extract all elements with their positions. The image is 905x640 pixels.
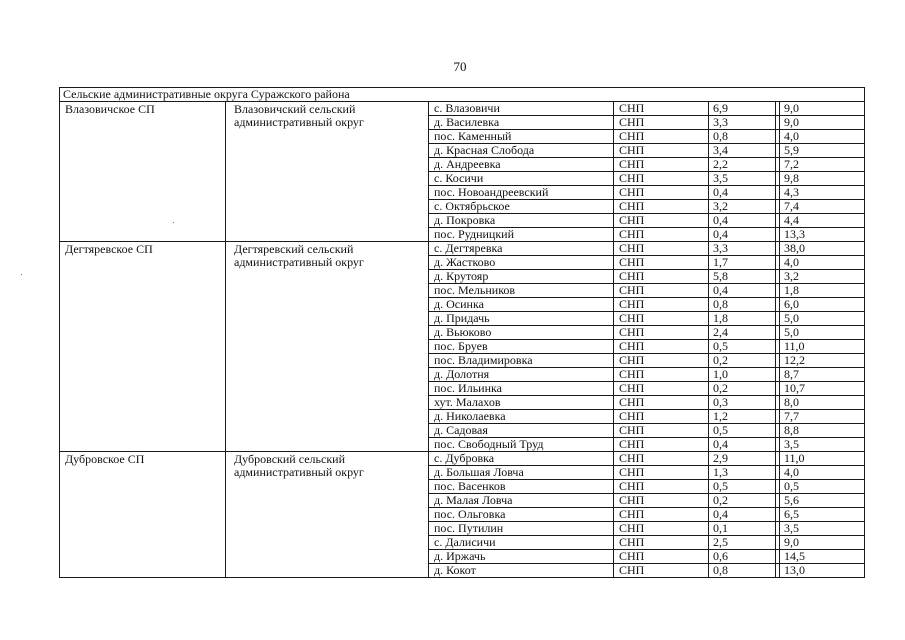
settlement-type: СНП <box>614 564 709 578</box>
settlement-type: СНП <box>614 354 709 368</box>
admin-district-name: Дегтяревский сельский административный округ <box>226 242 429 452</box>
settlement-name: с. Октябрьское <box>429 200 614 214</box>
settlement-distance: 9,0 <box>780 536 865 550</box>
settlement-name: хут. Малахов <box>429 396 614 410</box>
settlement-distance: 9,0 <box>780 116 865 130</box>
settlement-distance: 6,5 <box>780 508 865 522</box>
settlement-name: д. Долотня <box>429 368 614 382</box>
settlement-type: СНП <box>614 452 709 466</box>
settlement-distance: 13,3 <box>780 228 865 242</box>
settlement-name: д. Малая Ловча <box>429 494 614 508</box>
settlement-type: СНП <box>614 424 709 438</box>
admin-district-name: Влазовичский сельский административный округ <box>226 102 429 242</box>
settlement-name: д. Николаевка <box>429 410 614 424</box>
settlement-type: СНП <box>614 284 709 298</box>
settlement-type: СНП <box>614 550 709 564</box>
settlement-area: 0,3 <box>709 396 776 410</box>
settlement-distance: 13,0 <box>780 564 865 578</box>
settlement-name: пос. Владимировка <box>429 354 614 368</box>
settlement-distance: 6,0 <box>780 298 865 312</box>
settlement-type: СНП <box>614 480 709 494</box>
settlement-area: 1,3 <box>709 466 776 480</box>
settlement-distance: 5,6 <box>780 494 865 508</box>
settlement-distance: 12,2 <box>780 354 865 368</box>
settlement-area: 1,2 <box>709 410 776 424</box>
settlement-name: д. Василевка <box>429 116 614 130</box>
settlement-area: 3,5 <box>709 172 776 186</box>
settlement-name: д. Осинка <box>429 298 614 312</box>
settlement-distance: 5,0 <box>780 312 865 326</box>
settlement-area: 3,4 <box>709 144 776 158</box>
settlement-name: пос. Ольговка <box>429 508 614 522</box>
settlement-name: д. Большая Ловча <box>429 466 614 480</box>
settlement-name: пос. Рудницкий <box>429 228 614 242</box>
settlement-area: 0,1 <box>709 522 776 536</box>
settlement-name: пос. Мельников <box>429 284 614 298</box>
settlement-name: с. Дубровка <box>429 452 614 466</box>
settlement-name: д. Красная Слобода <box>429 144 614 158</box>
settlement-name: с. Косичи <box>429 172 614 186</box>
settlement-type: СНП <box>614 522 709 536</box>
district-name: Влазовичское СП <box>60 102 226 242</box>
settlement-area: 0,5 <box>709 340 776 354</box>
settlement-distance: 7,4 <box>780 200 865 214</box>
settlement-name: д. Андреевка <box>429 158 614 172</box>
settlement-area: 2,9 <box>709 452 776 466</box>
settlement-name: д. Кокот <box>429 564 614 578</box>
settlement-type: СНП <box>614 340 709 354</box>
settlement-area: 0,8 <box>709 564 776 578</box>
settlement-type: СНП <box>614 494 709 508</box>
settlement-area: 5,8 <box>709 270 776 284</box>
settlement-area: 0,2 <box>709 382 776 396</box>
settlement-name: пос. Бруев <box>429 340 614 354</box>
settlement-distance: 3,2 <box>780 270 865 284</box>
settlement-type: СНП <box>614 536 709 550</box>
settlement-area: 3,3 <box>709 242 776 256</box>
settlement-name: с. Влазовичи <box>429 102 614 116</box>
settlement-area: 1,8 <box>709 312 776 326</box>
settlement-distance: 5,0 <box>780 326 865 340</box>
settlement-name: д. Жастково <box>429 256 614 270</box>
settlement-name: пос. Новоандреевский <box>429 186 614 200</box>
settlement-area: 0,8 <box>709 298 776 312</box>
settlement-area: 0,4 <box>709 214 776 228</box>
settlement-area: 0,8 <box>709 130 776 144</box>
settlement-distance: 8,7 <box>780 368 865 382</box>
table-row <box>60 242 865 256</box>
settlement-type: СНП <box>614 396 709 410</box>
settlement-distance: 5,9 <box>780 144 865 158</box>
settlement-name: д. Крутояр <box>429 270 614 284</box>
settlement-area: 2,2 <box>709 158 776 172</box>
settlement-type: СНП <box>614 186 709 200</box>
settlement-type: СНП <box>614 270 709 284</box>
settlement-distance: 9,0 <box>780 102 865 116</box>
settlement-area: 0,4 <box>709 438 776 452</box>
settlement-name: д. Придачь <box>429 312 614 326</box>
settlement-area: 6,9 <box>709 102 776 116</box>
settlement-name: с. Далисичи <box>429 536 614 550</box>
settlement-distance: 4,4 <box>780 214 865 228</box>
settlement-distance: 11,0 <box>780 452 865 466</box>
table-row <box>60 452 865 466</box>
settlement-distance: 4,3 <box>780 186 865 200</box>
district-name: Дубровское СП <box>60 452 226 578</box>
settlement-type: СНП <box>614 200 709 214</box>
settlement-type: СНП <box>614 214 709 228</box>
settlement-area: 3,3 <box>709 116 776 130</box>
settlement-type: СНП <box>614 172 709 186</box>
settlement-type: СНП <box>614 508 709 522</box>
settlement-distance: 0,5 <box>780 480 865 494</box>
settlement-distance: 14,5 <box>780 550 865 564</box>
settlement-type: СНП <box>614 158 709 172</box>
settlement-area: 1,7 <box>709 256 776 270</box>
table-row <box>60 102 865 116</box>
caption-row <box>60 88 865 102</box>
scan-speck <box>173 222 174 223</box>
settlement-type: СНП <box>614 256 709 270</box>
settlement-distance: 7,7 <box>780 410 865 424</box>
settlement-distance: 7,2 <box>780 158 865 172</box>
settlement-type: СНП <box>614 312 709 326</box>
settlement-type: СНП <box>614 466 709 480</box>
settlement-name: с. Дегтяревка <box>429 242 614 256</box>
settlement-type: СНП <box>614 144 709 158</box>
settlement-area: 0,5 <box>709 480 776 494</box>
settlement-name: пос. Ильинка <box>429 382 614 396</box>
settlement-name: пос. Каменный <box>429 130 614 144</box>
settlement-type: СНП <box>614 228 709 242</box>
settlement-name: пос. Васенков <box>429 480 614 494</box>
settlement-distance: 4,0 <box>780 130 865 144</box>
settlement-type: СНП <box>614 410 709 424</box>
settlement-distance: 4,0 <box>780 466 865 480</box>
settlement-distance: 11,0 <box>780 340 865 354</box>
settlement-type: СНП <box>614 130 709 144</box>
settlement-type: СНП <box>614 326 709 340</box>
page-number: 70 <box>453 59 467 74</box>
settlement-distance: 3,5 <box>780 438 865 452</box>
settlement-area: 2,4 <box>709 326 776 340</box>
scan-speck <box>21 274 22 275</box>
settlement-type: СНП <box>614 242 709 256</box>
settlement-name: д. Иржачь <box>429 550 614 564</box>
settlement-distance: 9,8 <box>780 172 865 186</box>
district-name: Дегтяревское СП <box>60 242 226 452</box>
settlement-area: 0,2 <box>709 494 776 508</box>
settlement-name: д. Вьюково <box>429 326 614 340</box>
settlement-distance: 10,7 <box>780 382 865 396</box>
settlement-area: 0,5 <box>709 424 776 438</box>
settlement-distance: 38,0 <box>780 242 865 256</box>
settlement-area: 0,4 <box>709 284 776 298</box>
settlement-area: 0,2 <box>709 354 776 368</box>
settlement-area: 0,4 <box>709 186 776 200</box>
settlement-area: 0,6 <box>709 550 776 564</box>
admin-district-name: Дубровский сельский административный округ <box>226 452 429 578</box>
settlement-area: 3,2 <box>709 200 776 214</box>
table-caption: Сельские административные округа Суражского района <box>60 88 865 102</box>
settlement-type: СНП <box>614 382 709 396</box>
settlement-area: 2,5 <box>709 536 776 550</box>
settlement-distance: 3,5 <box>780 522 865 536</box>
settlement-name: пос. Путилин <box>429 522 614 536</box>
settlement-type: СНП <box>614 298 709 312</box>
settlement-area: 0,4 <box>709 228 776 242</box>
settlement-name: пос. Свободный Труд <box>429 438 614 452</box>
settlement-name: д. Покровка <box>429 214 614 228</box>
settlement-type: СНП <box>614 368 709 382</box>
settlement-distance: 8,0 <box>780 396 865 410</box>
settlement-distance: 1,8 <box>780 284 865 298</box>
settlement-type: СНП <box>614 116 709 130</box>
settlement-area: 1,0 <box>709 368 776 382</box>
settlement-distance: 4,0 <box>780 256 865 270</box>
settlements-table <box>59 87 865 578</box>
settlement-type: СНП <box>614 102 709 116</box>
settlement-distance: 8,8 <box>780 424 865 438</box>
settlement-name: д. Садовая <box>429 424 614 438</box>
settlement-type: СНП <box>614 438 709 452</box>
settlement-area: 0,4 <box>709 508 776 522</box>
